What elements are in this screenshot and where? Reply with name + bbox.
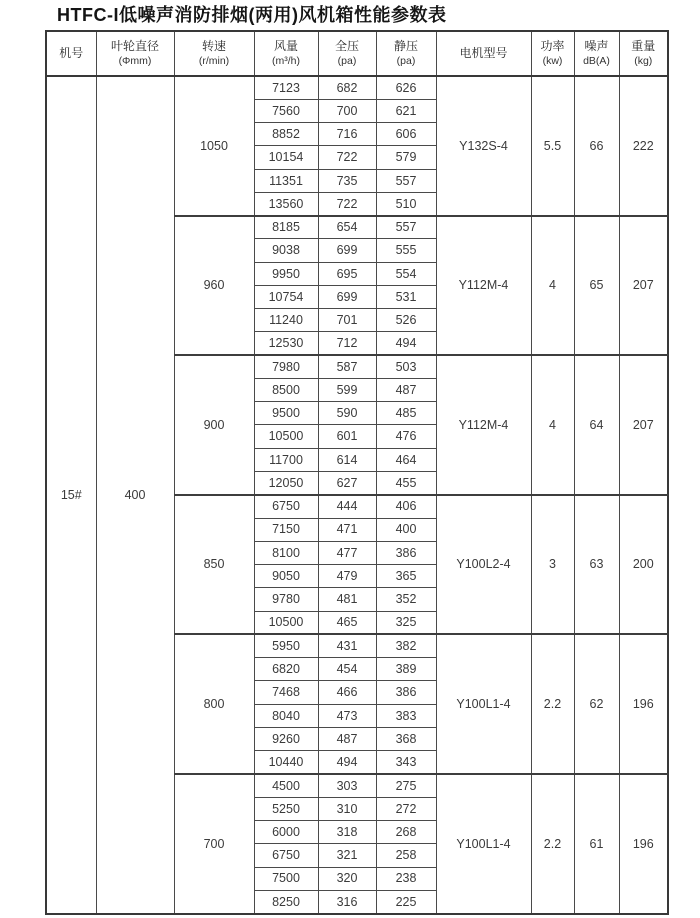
- static-pressure-cell: 531: [376, 285, 436, 308]
- total-pressure-cell: 479: [318, 565, 376, 588]
- table-body: [46, 76, 668, 914]
- power-cell: 4: [531, 355, 574, 495]
- total-pressure-cell: 700: [318, 99, 376, 122]
- static-pressure-cell: 464: [376, 448, 436, 471]
- power-cell: 4: [531, 216, 574, 356]
- static-pressure-cell: 503: [376, 355, 436, 378]
- weight-cell: 196: [619, 634, 668, 774]
- static-pressure-cell: 400: [376, 518, 436, 541]
- total-pressure-cell: 716: [318, 123, 376, 146]
- speed-cell: 850: [174, 495, 254, 635]
- airflow-cell: 7150: [254, 518, 318, 541]
- static-pressure-cell: 272: [376, 797, 436, 820]
- motor-model-cell: Y100L1-4: [436, 634, 531, 774]
- total-pressure-cell: 722: [318, 146, 376, 169]
- airflow-cell: 7980: [254, 355, 318, 378]
- total-pressure-cell: 431: [318, 634, 376, 657]
- total-pressure-cell: 627: [318, 472, 376, 495]
- airflow-cell: 11700: [254, 448, 318, 471]
- fan-spec-table: [45, 30, 669, 915]
- total-pressure-cell: 735: [318, 169, 376, 192]
- total-pressure-cell: 454: [318, 658, 376, 681]
- col-header-8: 功率 (kw): [531, 31, 574, 76]
- total-pressure-cell: 466: [318, 681, 376, 704]
- airflow-cell: 9950: [254, 262, 318, 285]
- noise-cell: 66: [574, 76, 619, 216]
- static-pressure-cell: 365: [376, 565, 436, 588]
- col-header-1: 机号: [46, 31, 96, 76]
- speed-cell: 960: [174, 216, 254, 356]
- weight-cell: 200: [619, 495, 668, 635]
- noise-cell: 64: [574, 355, 619, 495]
- airflow-cell: 7560: [254, 99, 318, 122]
- static-pressure-cell: 268: [376, 821, 436, 844]
- static-pressure-cell: 383: [376, 704, 436, 727]
- total-pressure-cell: 303: [318, 774, 376, 797]
- airflow-cell: 4500: [254, 774, 318, 797]
- total-pressure-cell: 316: [318, 890, 376, 914]
- total-pressure-cell: 473: [318, 704, 376, 727]
- impeller-diameter-cell: 400: [96, 76, 174, 914]
- speed-cell: 1050: [174, 76, 254, 216]
- static-pressure-cell: 626: [376, 76, 436, 99]
- power-cell: 2.2: [531, 634, 574, 774]
- noise-cell: 65: [574, 216, 619, 356]
- static-pressure-cell: 526: [376, 309, 436, 332]
- airflow-cell: 7500: [254, 867, 318, 890]
- power-cell: 2.2: [531, 774, 574, 914]
- total-pressure-cell: 590: [318, 402, 376, 425]
- speed-cell: 700: [174, 774, 254, 914]
- table-row: [46, 76, 668, 99]
- power-cell: 3: [531, 495, 574, 635]
- airflow-cell: 8100: [254, 541, 318, 564]
- noise-cell: 62: [574, 634, 619, 774]
- airflow-cell: 7123: [254, 76, 318, 99]
- airflow-cell: 12530: [254, 332, 318, 355]
- weight-cell: 207: [619, 355, 668, 495]
- total-pressure-cell: 722: [318, 192, 376, 215]
- static-pressure-cell: 238: [376, 867, 436, 890]
- static-pressure-cell: 476: [376, 425, 436, 448]
- col-header-6: 静压 (pa): [376, 31, 436, 76]
- airflow-cell: 8852: [254, 123, 318, 146]
- total-pressure-cell: 614: [318, 448, 376, 471]
- static-pressure-cell: 275: [376, 774, 436, 797]
- airflow-cell: 11351: [254, 169, 318, 192]
- col-header-3: 转速 (r/min): [174, 31, 254, 76]
- table-header: [46, 31, 668, 76]
- airflow-cell: 5250: [254, 797, 318, 820]
- static-pressure-cell: 258: [376, 844, 436, 867]
- static-pressure-cell: 579: [376, 146, 436, 169]
- col-header-7: 电机型号: [436, 31, 531, 76]
- airflow-cell: 6000: [254, 821, 318, 844]
- static-pressure-cell: 368: [376, 727, 436, 750]
- total-pressure-cell: 699: [318, 239, 376, 262]
- airflow-cell: 7468: [254, 681, 318, 704]
- static-pressure-cell: 494: [376, 332, 436, 355]
- airflow-cell: 8185: [254, 216, 318, 239]
- weight-cell: 196: [619, 774, 668, 914]
- static-pressure-cell: 510: [376, 192, 436, 215]
- static-pressure-cell: 389: [376, 658, 436, 681]
- airflow-cell: 13560: [254, 192, 318, 215]
- airflow-cell: 8040: [254, 704, 318, 727]
- power-cell: 5.5: [531, 76, 574, 216]
- airflow-cell: 10500: [254, 425, 318, 448]
- static-pressure-cell: 225: [376, 890, 436, 914]
- static-pressure-cell: 343: [376, 751, 436, 774]
- col-header-10: 重量 (kg): [619, 31, 668, 76]
- col-header-9: 噪声 dB(A): [574, 31, 619, 76]
- total-pressure-cell: 318: [318, 821, 376, 844]
- col-header-5: 全压 (pa): [318, 31, 376, 76]
- airflow-cell: 10154: [254, 146, 318, 169]
- motor-model-cell: Y100L1-4: [436, 774, 531, 914]
- static-pressure-cell: 386: [376, 681, 436, 704]
- static-pressure-cell: 554: [376, 262, 436, 285]
- static-pressure-cell: 382: [376, 634, 436, 657]
- total-pressure-cell: 601: [318, 425, 376, 448]
- airflow-cell: 12050: [254, 472, 318, 495]
- speed-cell: 900: [174, 355, 254, 495]
- machine-no-cell: 15#: [46, 76, 96, 914]
- motor-model-cell: Y100L2-4: [436, 495, 531, 635]
- total-pressure-cell: 699: [318, 285, 376, 308]
- airflow-cell: 9780: [254, 588, 318, 611]
- noise-cell: 61: [574, 774, 619, 914]
- static-pressure-cell: 325: [376, 611, 436, 634]
- airflow-cell: 9038: [254, 239, 318, 262]
- noise-cell: 63: [574, 495, 619, 635]
- total-pressure-cell: 465: [318, 611, 376, 634]
- motor-model-cell: Y132S-4: [436, 76, 531, 216]
- static-pressure-cell: 557: [376, 216, 436, 239]
- total-pressure-cell: 695: [318, 262, 376, 285]
- airflow-cell: 10500: [254, 611, 318, 634]
- total-pressure-cell: 599: [318, 378, 376, 401]
- airflow-cell: 9260: [254, 727, 318, 750]
- total-pressure-cell: 682: [318, 76, 376, 99]
- airflow-cell: 11240: [254, 309, 318, 332]
- airflow-cell: 6750: [254, 844, 318, 867]
- total-pressure-cell: 712: [318, 332, 376, 355]
- total-pressure-cell: 587: [318, 355, 376, 378]
- static-pressure-cell: 606: [376, 123, 436, 146]
- total-pressure-cell: 701: [318, 309, 376, 332]
- airflow-cell: 10754: [254, 285, 318, 308]
- static-pressure-cell: 557: [376, 169, 436, 192]
- airflow-cell: 9500: [254, 402, 318, 425]
- static-pressure-cell: 621: [376, 99, 436, 122]
- col-header-4: 风量 (m³/h): [254, 31, 318, 76]
- header-row: [46, 31, 668, 76]
- total-pressure-cell: 321: [318, 844, 376, 867]
- static-pressure-cell: 406: [376, 495, 436, 518]
- motor-model-cell: Y112M-4: [436, 355, 531, 495]
- motor-model-cell: Y112M-4: [436, 216, 531, 356]
- airflow-cell: 8250: [254, 890, 318, 914]
- total-pressure-cell: 494: [318, 751, 376, 774]
- airflow-cell: 6820: [254, 658, 318, 681]
- airflow-cell: 8500: [254, 378, 318, 401]
- static-pressure-cell: 485: [376, 402, 436, 425]
- total-pressure-cell: 654: [318, 216, 376, 239]
- speed-cell: 800: [174, 634, 254, 774]
- airflow-cell: 10440: [254, 751, 318, 774]
- total-pressure-cell: 481: [318, 588, 376, 611]
- weight-cell: 222: [619, 76, 668, 216]
- col-header-2: 叶轮直径 (Φmm): [96, 31, 174, 76]
- total-pressure-cell: 477: [318, 541, 376, 564]
- page-title: HTFC-I低噪声消防排烟(两用)风机箱性能参数表: [57, 5, 447, 25]
- total-pressure-cell: 444: [318, 495, 376, 518]
- static-pressure-cell: 386: [376, 541, 436, 564]
- weight-cell: 207: [619, 216, 668, 356]
- airflow-cell: 9050: [254, 565, 318, 588]
- static-pressure-cell: 487: [376, 378, 436, 401]
- total-pressure-cell: 320: [318, 867, 376, 890]
- static-pressure-cell: 352: [376, 588, 436, 611]
- total-pressure-cell: 310: [318, 797, 376, 820]
- airflow-cell: 5950: [254, 634, 318, 657]
- airflow-cell: 6750: [254, 495, 318, 518]
- static-pressure-cell: 455: [376, 472, 436, 495]
- total-pressure-cell: 487: [318, 727, 376, 750]
- static-pressure-cell: 555: [376, 239, 436, 262]
- total-pressure-cell: 471: [318, 518, 376, 541]
